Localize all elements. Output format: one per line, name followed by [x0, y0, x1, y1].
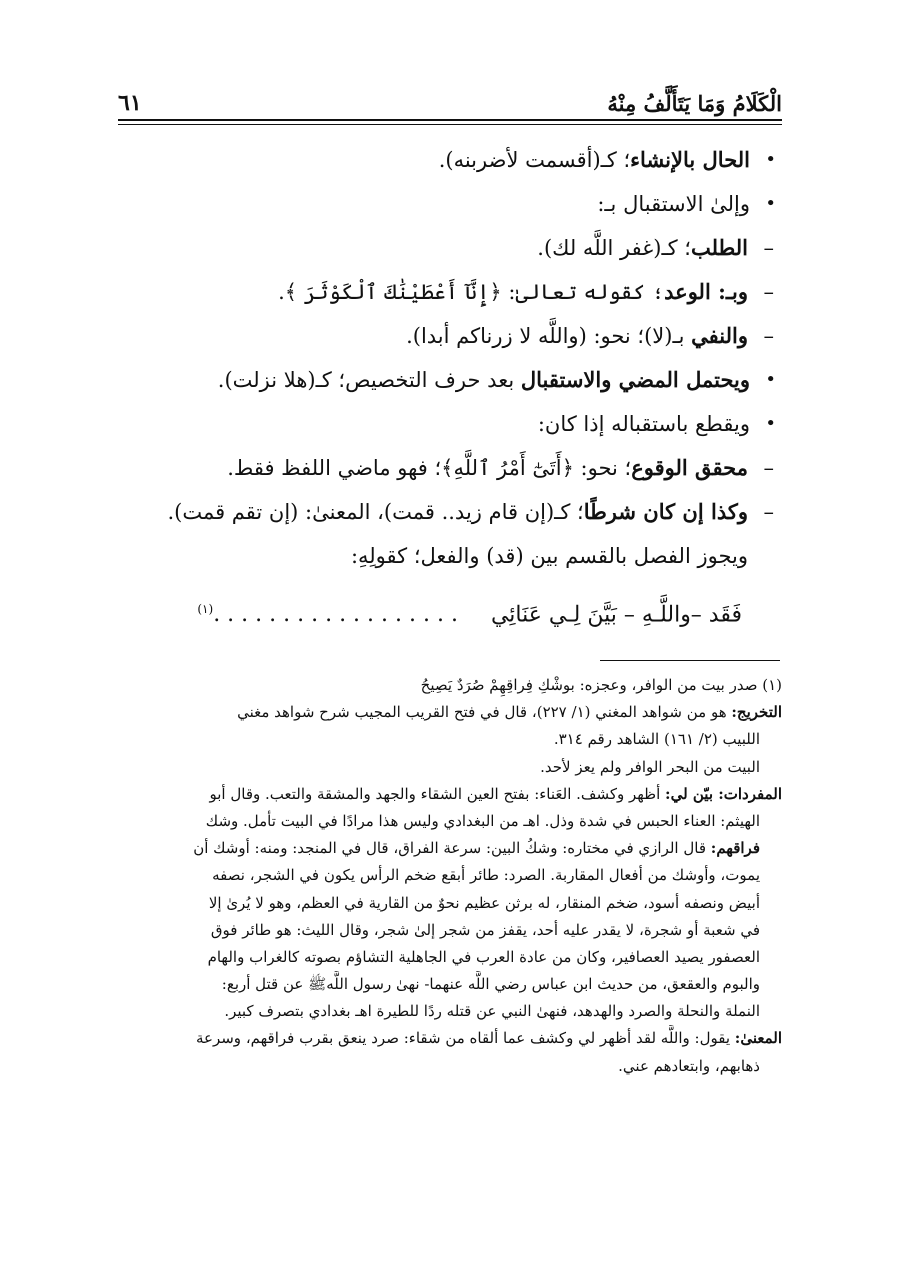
- paragraph-line: [118, 534, 782, 578]
- line-text: بـ(لا)؛ نحو: (واللَّه لا زرناكم أبدا).: [406, 324, 692, 348]
- footnote-line: [118, 835, 782, 862]
- bullet-item: [118, 358, 782, 402]
- footnote-text: قال الرازي في مختاره: وشكُ البين: سرعة الفراق، قال في المنجد: ومنه: أوشك أن: [193, 839, 711, 858]
- running-header: [118, 80, 782, 116]
- footnote-line: [118, 971, 782, 998]
- bold-term: محقق الوقوع: [631, 455, 748, 480]
- bold-term: الحال بالإنشاء: [630, 147, 750, 172]
- line-text: ويقطع باستقباله إذا كان:: [537, 412, 750, 436]
- dash-item: [118, 226, 782, 270]
- header-rule: [118, 119, 782, 121]
- footnote-text: الهيثم: العناء الحبس في شدة وذل. اهـ من البغدادي وليس هذا مرادًا في البيت تأمل. وشك: [205, 811, 760, 830]
- dash-item: [118, 270, 782, 314]
- footnote-term: المفردات: بيّن لي:: [665, 784, 782, 803]
- verse-text: فَقَد –واللَّـهِ – بَيَّنَ لِـي عَنَائِي: [490, 602, 742, 628]
- footnote-line: [118, 890, 782, 917]
- footnote-line: [118, 1025, 782, 1052]
- footnote-line: [118, 944, 782, 971]
- line-text: ؛ كـ(أقسمت لأضربنه).: [438, 148, 631, 172]
- footnote-line: [118, 917, 782, 944]
- footnotes: [118, 672, 782, 1080]
- footnote-term: المعنىٰ:: [734, 1029, 782, 1048]
- poetry-verse: [118, 584, 782, 634]
- footnote-text: يموت، وأوشك من أفعال المقاربة. الصرد: طائر أبقع ضخم الرأس يكون في الشجر، نصفه: [212, 866, 760, 885]
- line-text: وإلىٰ الاستقبال بـ:: [597, 192, 750, 216]
- footnote-line: [118, 1053, 782, 1080]
- bold-term: الطلب: [690, 235, 748, 260]
- footnote-text: النملة والنحلة والصرد والهدهد، فنهىٰ النبي عن قتله ردًا للطيرة اهـ بغدادي بتصرف كبير.: [224, 1002, 760, 1021]
- footnote-text: العصفور يصيد العصافير، وكان من عادة العرب في الجاهلية التشاؤم بصوته كالغراب والهام: [207, 947, 760, 966]
- footnote-line: [118, 672, 782, 699]
- line-text: بعد حرف التخصيص؛ كـ(هلا نزلت).: [217, 368, 521, 392]
- bold-term: ويحتمل المضي والاستقبال: [520, 367, 750, 392]
- bold-term: وبـ: الوعد: [664, 279, 748, 304]
- chapter-title: الْكَلَامُ وَمَا يَتَأَلَّفُ مِنْهُ: [607, 91, 782, 116]
- footnote-term: التخريج:: [731, 703, 782, 722]
- footnote-line: [118, 998, 782, 1025]
- footnote-text: في شعبة أو شجرة، لا يقدر عليه أحد، يقفز من شجر إلىٰ شجر، وقال الليث: هو طائر فوق: [210, 920, 760, 939]
- footnote-reference: (١): [197, 602, 214, 616]
- line-text: ؛ نحو: ﴿أَتَىٰٓ أَمْرُ ٱللَّهِ﴾؛ فهو ماضي اللفظ فقط.: [227, 456, 632, 480]
- dash-item: [118, 446, 782, 490]
- line-text: ويجوز الفصل بالقسم بين (قد) والفعل؛ كقولِهِ:: [350, 544, 748, 568]
- header-rule-thin: [118, 124, 782, 125]
- footnote-term: فراقهم:: [710, 839, 760, 858]
- dash-item: [118, 490, 782, 534]
- footnote-line: [118, 726, 782, 753]
- footnote-line: [118, 754, 782, 781]
- footnote-separator: [600, 660, 780, 661]
- footnote-text: والبوم والعقعق، من حديث ابن عباس رضي اللَّه عنهما- نهىٰ رسول اللَّهﷺ عن قتل أربع:: [221, 975, 760, 994]
- footnote-line: [118, 699, 782, 726]
- line-text: ؛ كـ(إن قام زيد.. قمت)، المعنىٰ: (إن تقم قمت).: [167, 500, 584, 524]
- footnote-text: ذهابهم، وابتعادهم عني.: [618, 1056, 760, 1075]
- footnote-line: [118, 781, 782, 808]
- verse-dots: . . . . . . . . . . . . . . . . . .: [213, 602, 458, 628]
- dash-item: [118, 314, 782, 358]
- footnote-text: أظهر وكشف. العَناء: بفتح العين الشقاء والجهد والمشقة والتعب. وقال أبو: [209, 784, 666, 803]
- footnote-text: هو من شواهد المغني (١/ ٢٢٧)، قال في فتح القريب المجيب شرح شواهد مغني: [237, 703, 732, 722]
- bullet-item: [118, 402, 782, 446]
- footnote-text: أبيض ونصفه أسود، ضخم المنقار، له برثن عظيم نحوٌ من القارية في العظم، وهو لا يُرىٰ إلا: [208, 893, 760, 912]
- bullet-item: [118, 138, 782, 182]
- main-text: [118, 138, 782, 634]
- footnote-text: يقول: واللَّه لقد أظهر لي وكشف عما ألقاه من شقاء: صرد ينعق بقرب فراقهم، وسرعة: [195, 1029, 735, 1048]
- footnote-text: البيت من البحر الوافر ولم يعز لأحد.: [540, 757, 760, 776]
- line-text: ؛ كقوله تعالىٰ: ﴿إِنَّآ أَعْطَيْنَٰكَ ٱلْكَوْثَرَ ﴾.: [278, 280, 665, 304]
- main-lines: [118, 138, 782, 578]
- bullet-item: [118, 182, 782, 226]
- bold-term: وكذا إن كان شرطًا: [583, 499, 748, 524]
- page-number: ٦١: [118, 90, 142, 116]
- footnote-text: اللبيب (٢/ ١٦١) الشاهد رقم ٣١٤.: [553, 730, 760, 749]
- footnote-line: [118, 862, 782, 889]
- footnote-text: (١) صدر بيت من الوافر، وعجزه: بوشْكِ فِراقِهِمْ صُرَدٌ يَصِيحُ: [420, 676, 782, 694]
- line-text: ؛ كـ(غفر اللَّه لك).: [537, 236, 691, 260]
- footnote-line: [118, 808, 782, 835]
- bold-term: والنفي: [691, 323, 748, 348]
